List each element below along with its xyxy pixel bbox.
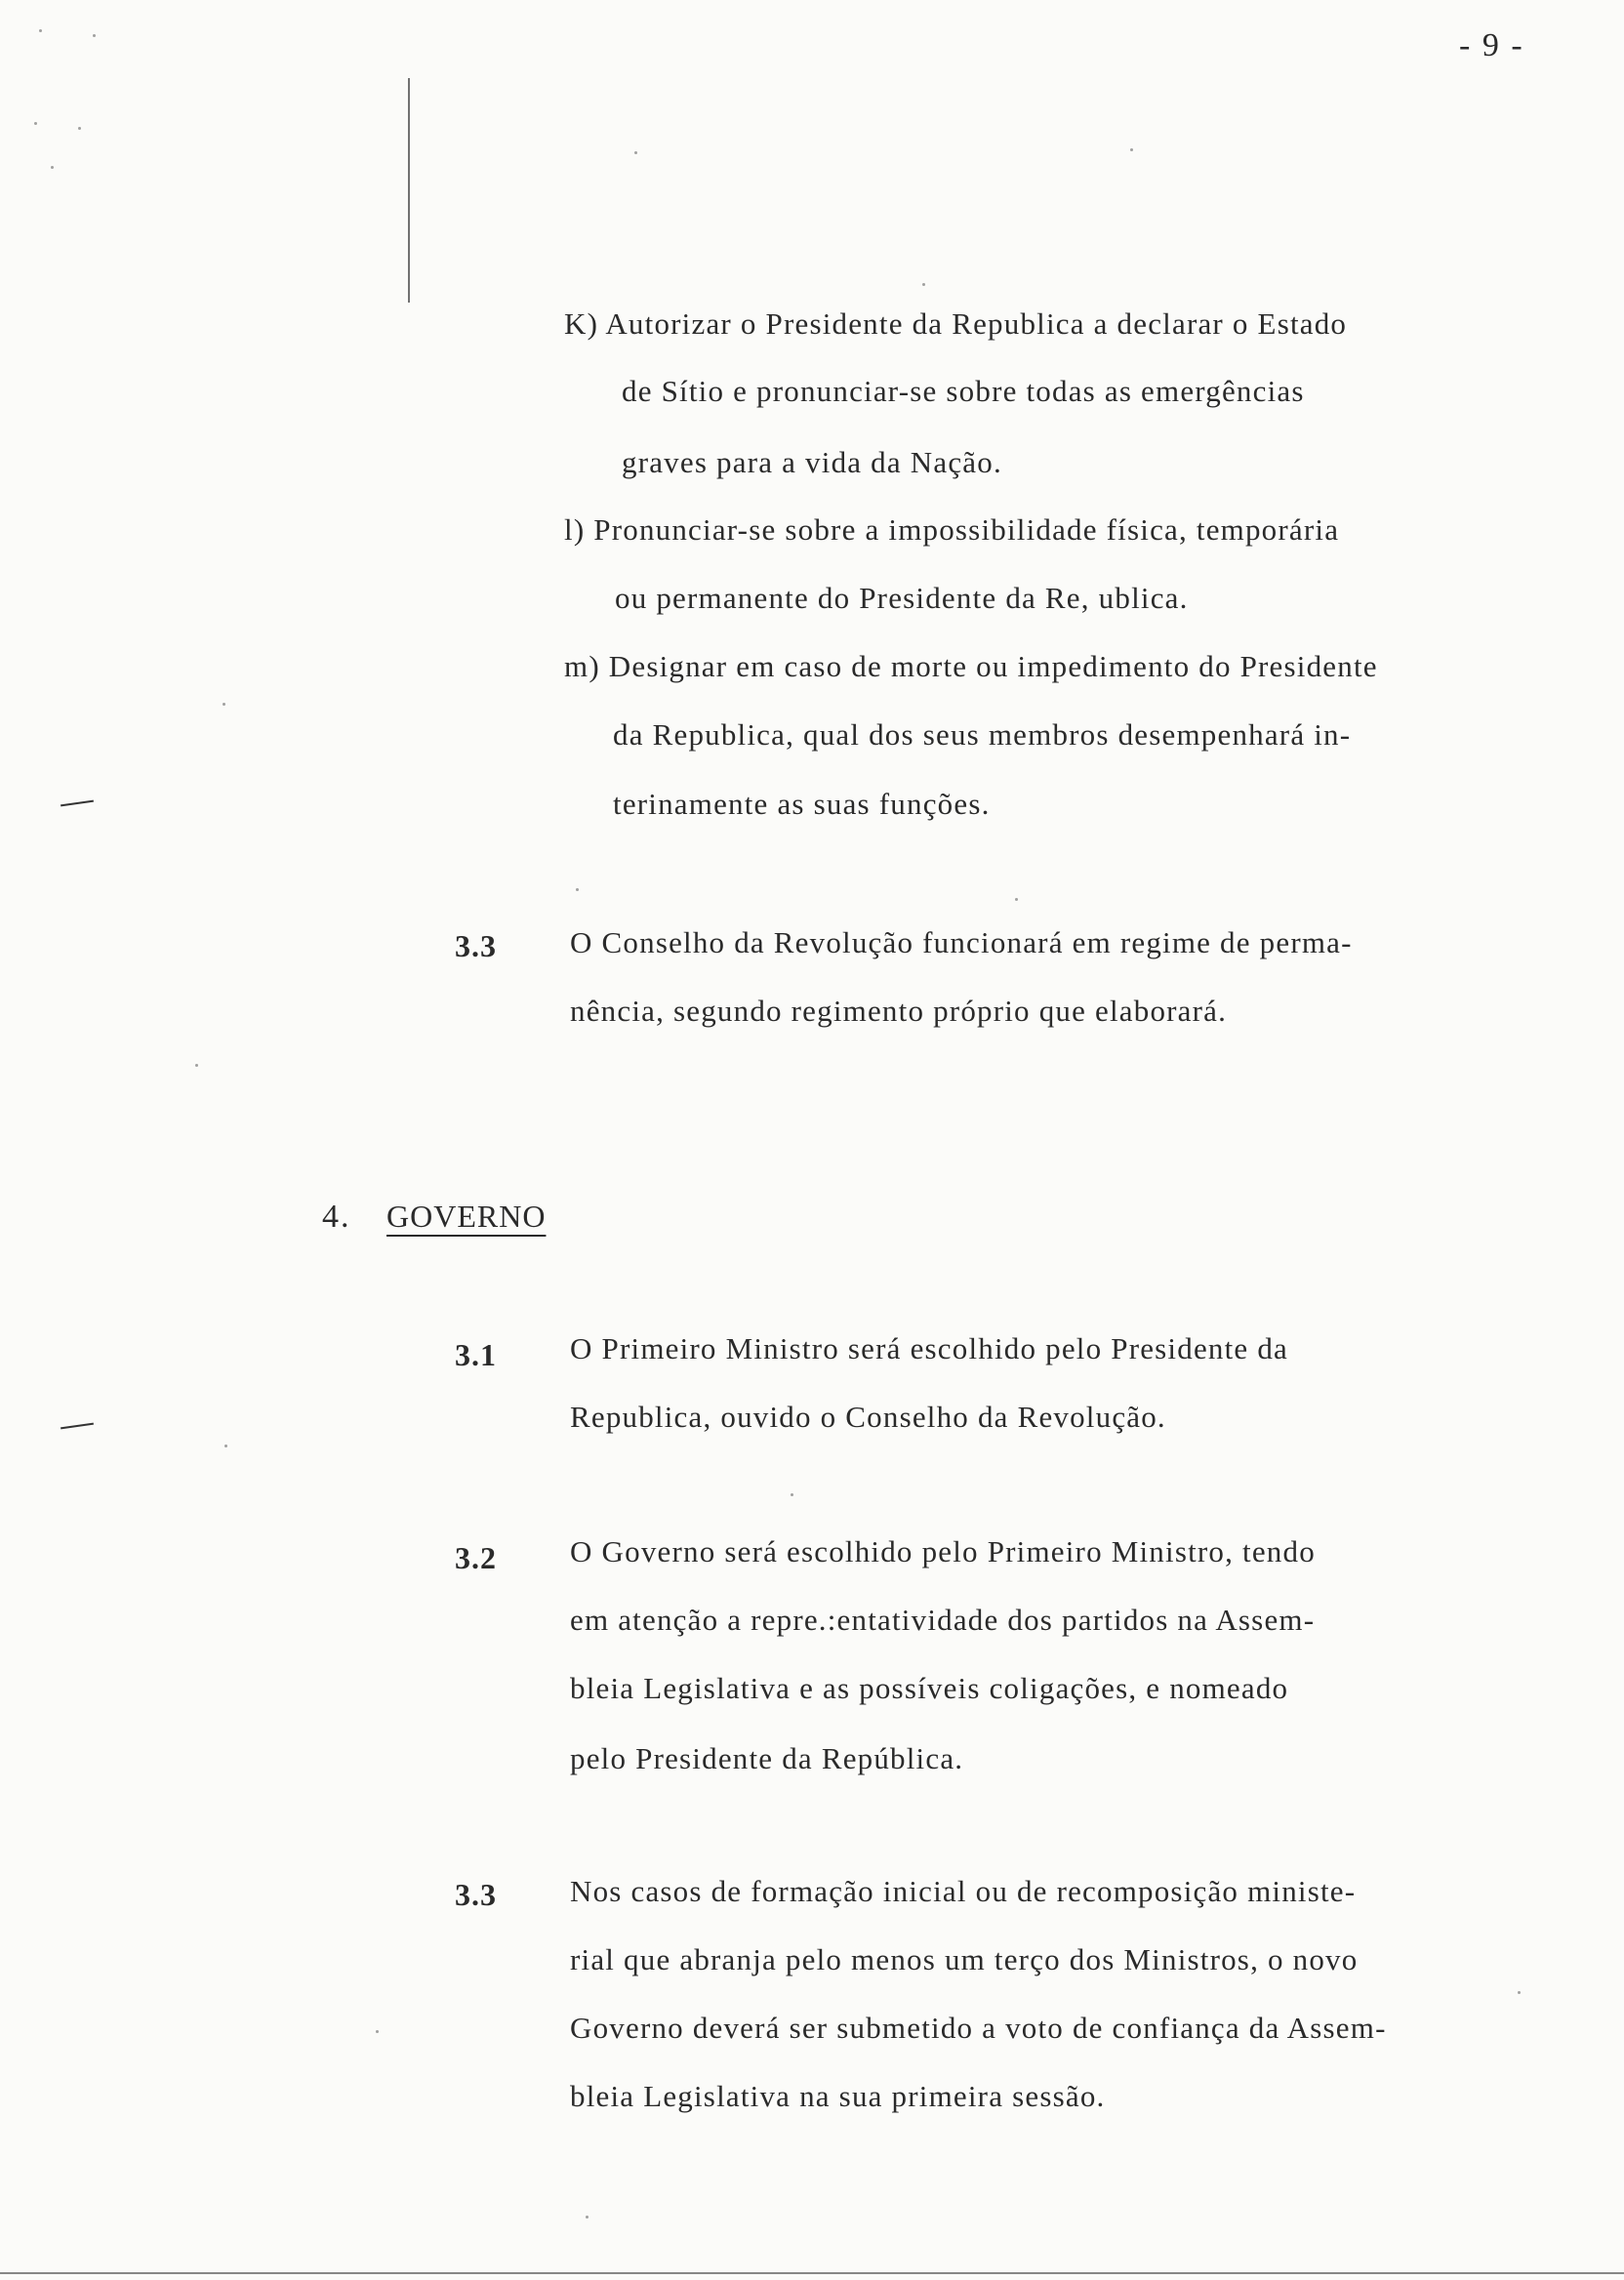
section-number: 4. xyxy=(322,1199,351,1235)
paragraph-line: pelo Presidente da República. xyxy=(570,1741,964,1775)
paragraph-line: em atenção a repre.:entatividade dos partidos na Assem- xyxy=(570,1603,1316,1637)
item-l-line: ou permanente do Presidente da Re, ublica. xyxy=(615,581,1189,615)
item-m-line: m) Designar em caso de morte ou impedimento do Presidente xyxy=(564,649,1378,683)
scan-speck xyxy=(195,1064,198,1067)
paragraph-line: Governo deverá ser submetido a voto de confiança da Assem- xyxy=(570,2011,1387,2045)
item-m-line: da Republica, qual dos seus membros desempenhará in- xyxy=(613,717,1352,752)
paragraph-label: 3.1 xyxy=(455,1337,497,1372)
paragraph-label: 3.3 xyxy=(455,928,497,963)
scan-speck xyxy=(1015,898,1018,901)
scan-speck xyxy=(376,2030,379,2033)
scan-speck xyxy=(586,2216,589,2219)
scan-speck xyxy=(634,151,637,154)
scan-speck xyxy=(576,888,579,891)
scan-speck xyxy=(39,29,42,32)
item-k-line: de Sítio e pronunciar-se sobre todas as emergências xyxy=(622,374,1305,408)
scan-speck xyxy=(922,283,925,286)
paragraph-line: O Primeiro Ministro será escolhido pelo Presidente da xyxy=(570,1331,1288,1365)
paragraph-line: bleia Legislativa na sua primeira sessão. xyxy=(570,2079,1106,2113)
item-k-line: K) Autorizar o Presidente da Republica a declarar o Estado xyxy=(564,306,1348,341)
item-m-line: terinamente as suas funções. xyxy=(613,787,991,821)
scan-speck xyxy=(93,34,96,37)
margin-line xyxy=(408,78,410,303)
section-title: GOVERNO xyxy=(386,1199,547,1234)
margin-dash-mark xyxy=(61,800,94,807)
item-k-line: graves para a vida da Nação. xyxy=(622,445,1002,479)
scan-speck xyxy=(224,1445,227,1447)
paragraph-line: nência, segundo regimento próprio que elaborará. xyxy=(570,994,1228,1028)
scan-speck xyxy=(78,127,81,130)
paragraph-line: Nos casos de formação inicial ou de recomposição ministe- xyxy=(570,1874,1357,1908)
bottom-rule xyxy=(0,2272,1624,2274)
scan-speck xyxy=(791,1493,793,1496)
scan-speck xyxy=(1130,148,1133,151)
paragraph-line: bleia Legislativa e as possíveis coligações, e nomeado xyxy=(570,1671,1289,1705)
paragraph-line: Republica, ouvido o Conselho da Revolução. xyxy=(570,1400,1166,1434)
paragraph-line: O Governo será escolhido pelo Primeiro Ministro, tendo xyxy=(570,1534,1316,1568)
scan-speck xyxy=(1518,1991,1521,1994)
margin-dash-mark xyxy=(61,1423,94,1430)
page-number: - 9 - xyxy=(1459,27,1524,63)
item-l-line: l) Pronunciar-se sobre a impossibilidade física, temporária xyxy=(564,512,1340,547)
paragraph-line: O Conselho da Revolução funcionará em regime de perma- xyxy=(570,925,1353,959)
scan-speck xyxy=(51,166,54,169)
scan-speck xyxy=(223,703,225,706)
paragraph-label: 3.2 xyxy=(455,1540,497,1575)
scan-speck xyxy=(34,122,37,125)
paragraph-line: rial que abranja pelo menos um terço dos Ministros, o novo xyxy=(570,1942,1359,1976)
paragraph-label: 3.3 xyxy=(455,1877,497,1912)
